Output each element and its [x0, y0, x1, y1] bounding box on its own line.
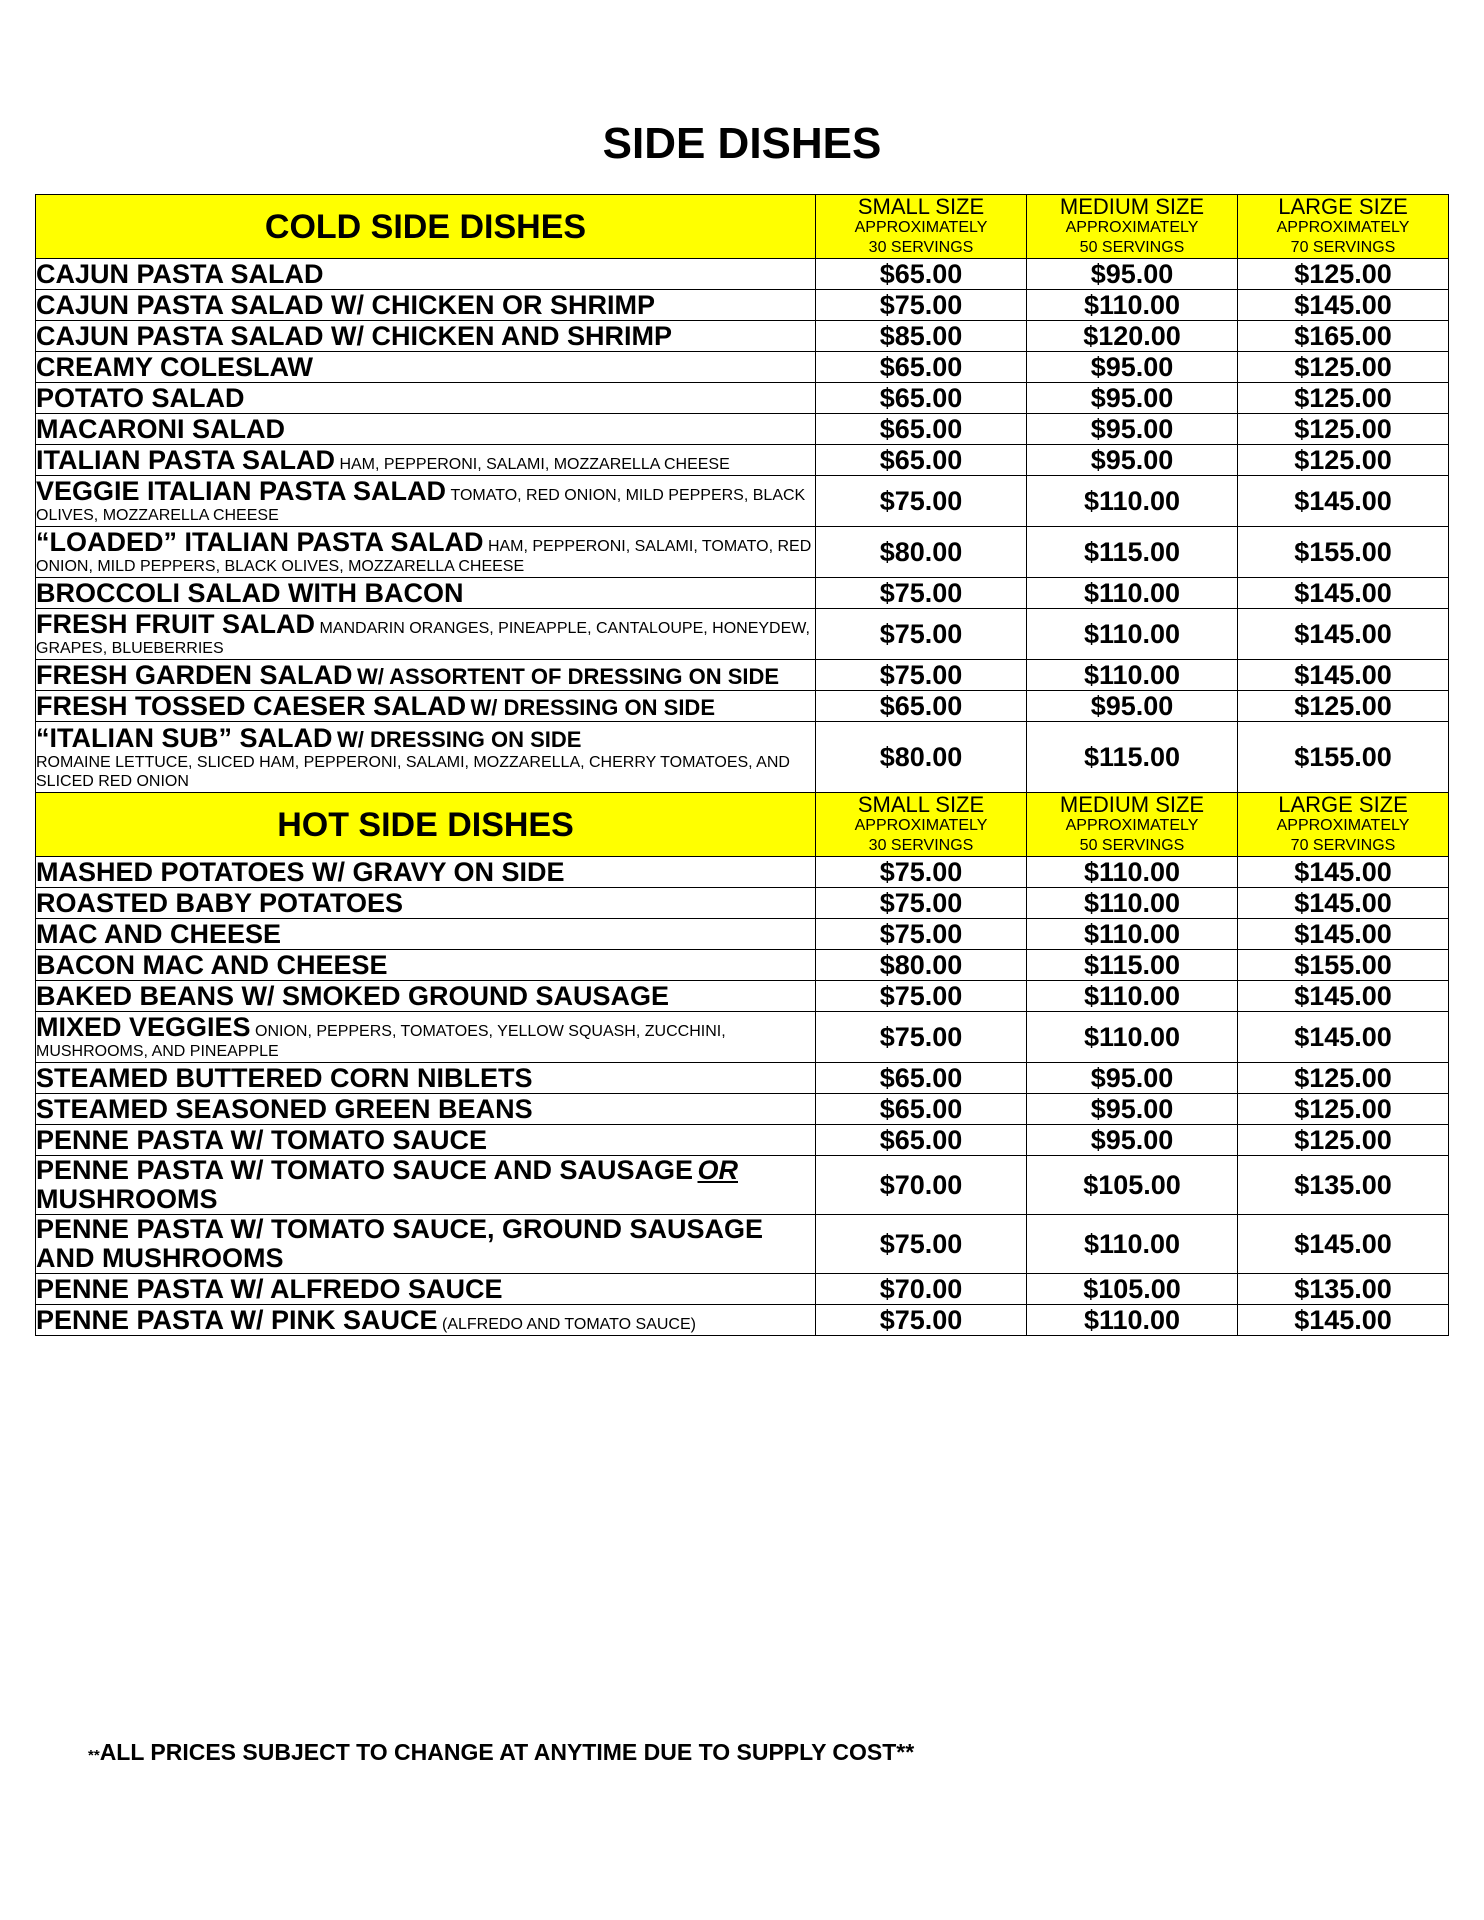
- price-large: $155.00: [1238, 950, 1449, 981]
- table-row: [36, 414, 1449, 445]
- table-row: [36, 981, 1449, 1012]
- item-description: HAM, PEPPERONI, SALAMI, TOMATO, RED ONION, MILD PEPPERS, BLACK OLIVES, MOZZARELLA CHEESE: [36, 538, 812, 575]
- item-name: PENNE PASTA W/ TOMATO SAUCE, GROUND SAUSAGE AND MUSHROOMS: [36, 1214, 764, 1273]
- item-name-tail: MUSHROOMS: [36, 1184, 218, 1214]
- price-large: $125.00: [1238, 1094, 1449, 1125]
- price-large: $145.00: [1238, 578, 1449, 609]
- table-row: [36, 1156, 1449, 1215]
- size-servings: 70 SERVINGS: [1290, 836, 1396, 854]
- table-row: [36, 1094, 1449, 1125]
- item-name: PENNE PASTA W/ TOMATO SAUCE AND SAUSAGE: [36, 1155, 694, 1185]
- table-row: [36, 1215, 1449, 1274]
- table-row: [36, 660, 1449, 691]
- table-row: [36, 1063, 1449, 1094]
- price-large: $165.00: [1238, 321, 1449, 352]
- price-medium: $95.00: [1027, 259, 1238, 290]
- section-title: COLD SIDE DISHES: [36, 195, 816, 259]
- item-or-word: OR: [697, 1155, 738, 1185]
- table-row: [36, 290, 1449, 321]
- section-title: HOT SIDE DISHES: [36, 793, 816, 857]
- price-medium: $95.00: [1027, 691, 1238, 722]
- item-name: POTATO SALAD: [36, 382, 245, 413]
- item-name: ITALIAN PASTA SALAD: [36, 444, 335, 475]
- price-large: $145.00: [1238, 476, 1449, 527]
- item-name: MACARONI SALAD: [36, 413, 285, 444]
- item-description: ROMAINE LETTUCE, SLICED HAM, PEPPERONI, SALAMI, MOZZARELLA, CHERRY TOMATOES, AND SLICED RED ONION: [36, 753, 790, 790]
- price-medium: $110.00: [1027, 857, 1238, 888]
- price-medium: $95.00: [1027, 352, 1238, 383]
- price-medium: $95.00: [1027, 1094, 1238, 1125]
- price-small: $75.00: [816, 981, 1027, 1012]
- item-description: MANDARIN ORANGES, PINEAPPLE, CANTALOUPE, HONEYDEW, GRAPES, BLUEBERRIES: [36, 620, 810, 657]
- disclaimer-text: ALL PRICES SUBJECT TO CHANGE AT ANYTIME DUE TO SUPPLY COST**: [99, 1739, 915, 1765]
- size-approx: APPROXIMATELY: [854, 816, 988, 834]
- table-row: [36, 1012, 1449, 1063]
- size-header-medium: [1027, 195, 1238, 259]
- size-servings: 30 SERVINGS: [868, 836, 974, 854]
- price-medium: $110.00: [1027, 919, 1238, 950]
- price-medium: $95.00: [1027, 445, 1238, 476]
- price-medium: $110.00: [1027, 609, 1238, 660]
- table-row: [36, 919, 1449, 950]
- price-small: $65.00: [816, 1094, 1027, 1125]
- item-name: VEGGIE ITALIAN PASTA SALAD: [36, 476, 447, 506]
- price-small: $65.00: [816, 414, 1027, 445]
- price-large: $155.00: [1238, 527, 1449, 578]
- price-large: $125.00: [1238, 414, 1449, 445]
- price-large: $145.00: [1238, 857, 1449, 888]
- price-small: $70.00: [816, 1274, 1027, 1305]
- price-large: $145.00: [1238, 1215, 1449, 1274]
- price-large: $125.00: [1238, 1063, 1449, 1094]
- size-label: LARGE SIZE: [1278, 193, 1408, 219]
- price-small: $75.00: [816, 1305, 1027, 1336]
- item-name: CAJUN PASTA SALAD: [36, 258, 324, 289]
- table-row: [36, 445, 1449, 476]
- size-label: SMALL SIZE: [857, 193, 985, 219]
- price-medium: $95.00: [1027, 1063, 1238, 1094]
- item-name: PENNE PASTA W/ PINK SAUCE: [36, 1304, 438, 1335]
- price-small: $65.00: [816, 352, 1027, 383]
- price-medium: $120.00: [1027, 321, 1238, 352]
- price-small: $75.00: [816, 1012, 1027, 1063]
- price-medium: $95.00: [1027, 383, 1238, 414]
- size-servings: 50 SERVINGS: [1079, 836, 1185, 854]
- table-row: [36, 321, 1449, 352]
- item-name: MASHED POTATOES W/ GRAVY ON SIDE: [36, 856, 565, 887]
- size-approx: APPROXIMATELY: [1065, 218, 1199, 236]
- table-row: [36, 527, 1449, 578]
- price-large: $125.00: [1238, 352, 1449, 383]
- price-medium: $95.00: [1027, 1125, 1238, 1156]
- table-row: [36, 691, 1449, 722]
- price-large: $125.00: [1238, 259, 1449, 290]
- table-row: [36, 857, 1449, 888]
- size-header-large: [1238, 793, 1449, 857]
- size-header-small: [816, 195, 1027, 259]
- table-row: [36, 722, 1449, 793]
- price-table: [35, 194, 1449, 1336]
- price-small: $75.00: [816, 919, 1027, 950]
- price-small: $65.00: [816, 691, 1027, 722]
- price-large: $145.00: [1238, 919, 1449, 950]
- price-large: $145.00: [1238, 1305, 1449, 1336]
- price-small: $80.00: [816, 527, 1027, 578]
- table-row: [36, 609, 1449, 660]
- price-medium: $105.00: [1027, 1274, 1238, 1305]
- table-row: [36, 352, 1449, 383]
- size-approx: APPROXIMATELY: [1276, 816, 1410, 834]
- price-large: $145.00: [1238, 1012, 1449, 1063]
- price-medium: $110.00: [1027, 888, 1238, 919]
- price-small: $80.00: [816, 722, 1027, 793]
- size-servings: 70 SERVINGS: [1290, 238, 1396, 256]
- item-name: BACON MAC AND CHEESE: [36, 949, 388, 980]
- price-large: $145.00: [1238, 609, 1449, 660]
- price-small: $75.00: [816, 888, 1027, 919]
- item-name: STEAMED SEASONED GREEN BEANS: [36, 1093, 533, 1124]
- price-medium: $110.00: [1027, 1012, 1238, 1063]
- item-name: BROCCOLI SALAD WITH BACON: [36, 577, 464, 608]
- price-small: $75.00: [816, 857, 1027, 888]
- disclaimer-prefix: **: [88, 1747, 100, 1764]
- size-label: MEDIUM SIZE: [1059, 791, 1205, 817]
- item-name: CREAMY COLESLAW: [36, 351, 314, 382]
- price-small: $75.00: [816, 476, 1027, 527]
- price-small: $85.00: [816, 321, 1027, 352]
- price-small: $75.00: [816, 660, 1027, 691]
- size-label: SMALL SIZE: [857, 791, 985, 817]
- price-large: $125.00: [1238, 691, 1449, 722]
- price-medium: $110.00: [1027, 476, 1238, 527]
- price-medium: $115.00: [1027, 722, 1238, 793]
- item-name: FRESH FRUIT SALAD: [36, 609, 315, 639]
- price-medium: $110.00: [1027, 578, 1238, 609]
- item-description: (ALFREDO AND TOMATO SAUCE): [442, 1315, 696, 1333]
- size-servings: 30 SERVINGS: [868, 238, 974, 256]
- table-row: [36, 578, 1449, 609]
- item-suffix: W/ ASSORTENT OF DRESSING ON SIDE: [356, 663, 780, 689]
- item-name: ROASTED BABY POTATOES: [36, 887, 404, 918]
- price-small: $75.00: [816, 578, 1027, 609]
- price-large: $125.00: [1238, 445, 1449, 476]
- table-row: [36, 888, 1449, 919]
- item-name: FRESH TOSSED CAESER SALAD: [36, 690, 467, 721]
- price-large: $145.00: [1238, 290, 1449, 321]
- size-label: MEDIUM SIZE: [1059, 193, 1205, 219]
- table-row: [36, 383, 1449, 414]
- price-large: $145.00: [1238, 888, 1449, 919]
- size-header-large: [1238, 195, 1449, 259]
- item-name: FRESH GARDEN SALAD: [36, 659, 353, 690]
- size-approx: APPROXIMATELY: [1276, 218, 1410, 236]
- price-large: $125.00: [1238, 1125, 1449, 1156]
- table-row: [36, 1125, 1449, 1156]
- item-name: CAJUN PASTA SALAD W/ CHICKEN OR SHRIMP: [36, 289, 656, 320]
- item-name: MIXED VEGGIES: [36, 1012, 251, 1042]
- size-approx: APPROXIMATELY: [854, 218, 988, 236]
- table-row: [36, 476, 1449, 527]
- price-small: $75.00: [816, 290, 1027, 321]
- item-name: PENNE PASTA W/ TOMATO SAUCE: [36, 1124, 488, 1155]
- price-large: $125.00: [1238, 383, 1449, 414]
- price-medium: $110.00: [1027, 1215, 1238, 1274]
- price-small: $65.00: [816, 383, 1027, 414]
- section-header-hot: [36, 793, 1449, 857]
- price-small: $75.00: [816, 1215, 1027, 1274]
- price-medium: $115.00: [1027, 527, 1238, 578]
- item-suffix: W/ DRESSING ON SIDE: [470, 694, 715, 720]
- price-medium: $95.00: [1027, 414, 1238, 445]
- price-small: $65.00: [816, 1063, 1027, 1094]
- table-row: [36, 1305, 1449, 1336]
- price-small: $75.00: [816, 609, 1027, 660]
- price-small: $65.00: [816, 1125, 1027, 1156]
- price-small: $80.00: [816, 950, 1027, 981]
- item-name: MAC AND CHEESE: [36, 918, 282, 949]
- item-name: CAJUN PASTA SALAD W/ CHICKEN AND SHRIMP: [36, 320, 673, 351]
- price-large: $145.00: [1238, 660, 1449, 691]
- table-row: [36, 950, 1449, 981]
- size-header-medium: [1027, 793, 1238, 857]
- price-medium: $105.00: [1027, 1156, 1238, 1215]
- price-medium: $110.00: [1027, 660, 1238, 691]
- price-medium: $110.00: [1027, 1305, 1238, 1336]
- item-suffix: W/ DRESSING ON SIDE: [336, 726, 582, 752]
- size-label: LARGE SIZE: [1278, 791, 1408, 817]
- price-disclaimer: [88, 1738, 914, 1770]
- price-medium: $110.00: [1027, 290, 1238, 321]
- price-large: $135.00: [1238, 1274, 1449, 1305]
- price-medium: $110.00: [1027, 981, 1238, 1012]
- price-small: $70.00: [816, 1156, 1027, 1215]
- item-name: PENNE PASTA W/ ALFREDO SAUCE: [36, 1273, 503, 1304]
- item-name: STEAMED BUTTERED CORN NIBLETS: [36, 1062, 533, 1093]
- price-large: $135.00: [1238, 1156, 1449, 1215]
- item-description: TOMATO, RED ONION, MILD PEPPERS, BLACK OLIVES, MOZZARELLA CHEESE: [36, 487, 806, 524]
- table-row: [36, 1274, 1449, 1305]
- size-header-small: [816, 793, 1027, 857]
- page-title: SIDE DISHES: [602, 119, 882, 168]
- table-row: [36, 259, 1449, 290]
- item-description: ONION, PEPPERS, TOMATOES, YELLOW SQUASH, ZUCCHINI, MUSHROOMS, AND PINEAPPLE: [36, 1023, 726, 1060]
- item-name: “ITALIAN SUB” SALAD: [36, 722, 333, 753]
- size-servings: 50 SERVINGS: [1079, 238, 1185, 256]
- item-name: BAKED BEANS W/ SMOKED GROUND SAUSAGE: [36, 980, 670, 1011]
- price-large: $145.00: [1238, 981, 1449, 1012]
- price-small: $65.00: [816, 445, 1027, 476]
- price-medium: $115.00: [1027, 950, 1238, 981]
- price-large: $155.00: [1238, 722, 1449, 793]
- section-header-cold: [36, 195, 1449, 259]
- item-name: “LOADED” ITALIAN PASTA SALAD: [36, 527, 484, 557]
- size-approx: APPROXIMATELY: [1065, 816, 1199, 834]
- item-description: HAM, PEPPERONI, SALAMI, MOZZARELLA CHEESE: [339, 455, 730, 473]
- price-small: $65.00: [816, 259, 1027, 290]
